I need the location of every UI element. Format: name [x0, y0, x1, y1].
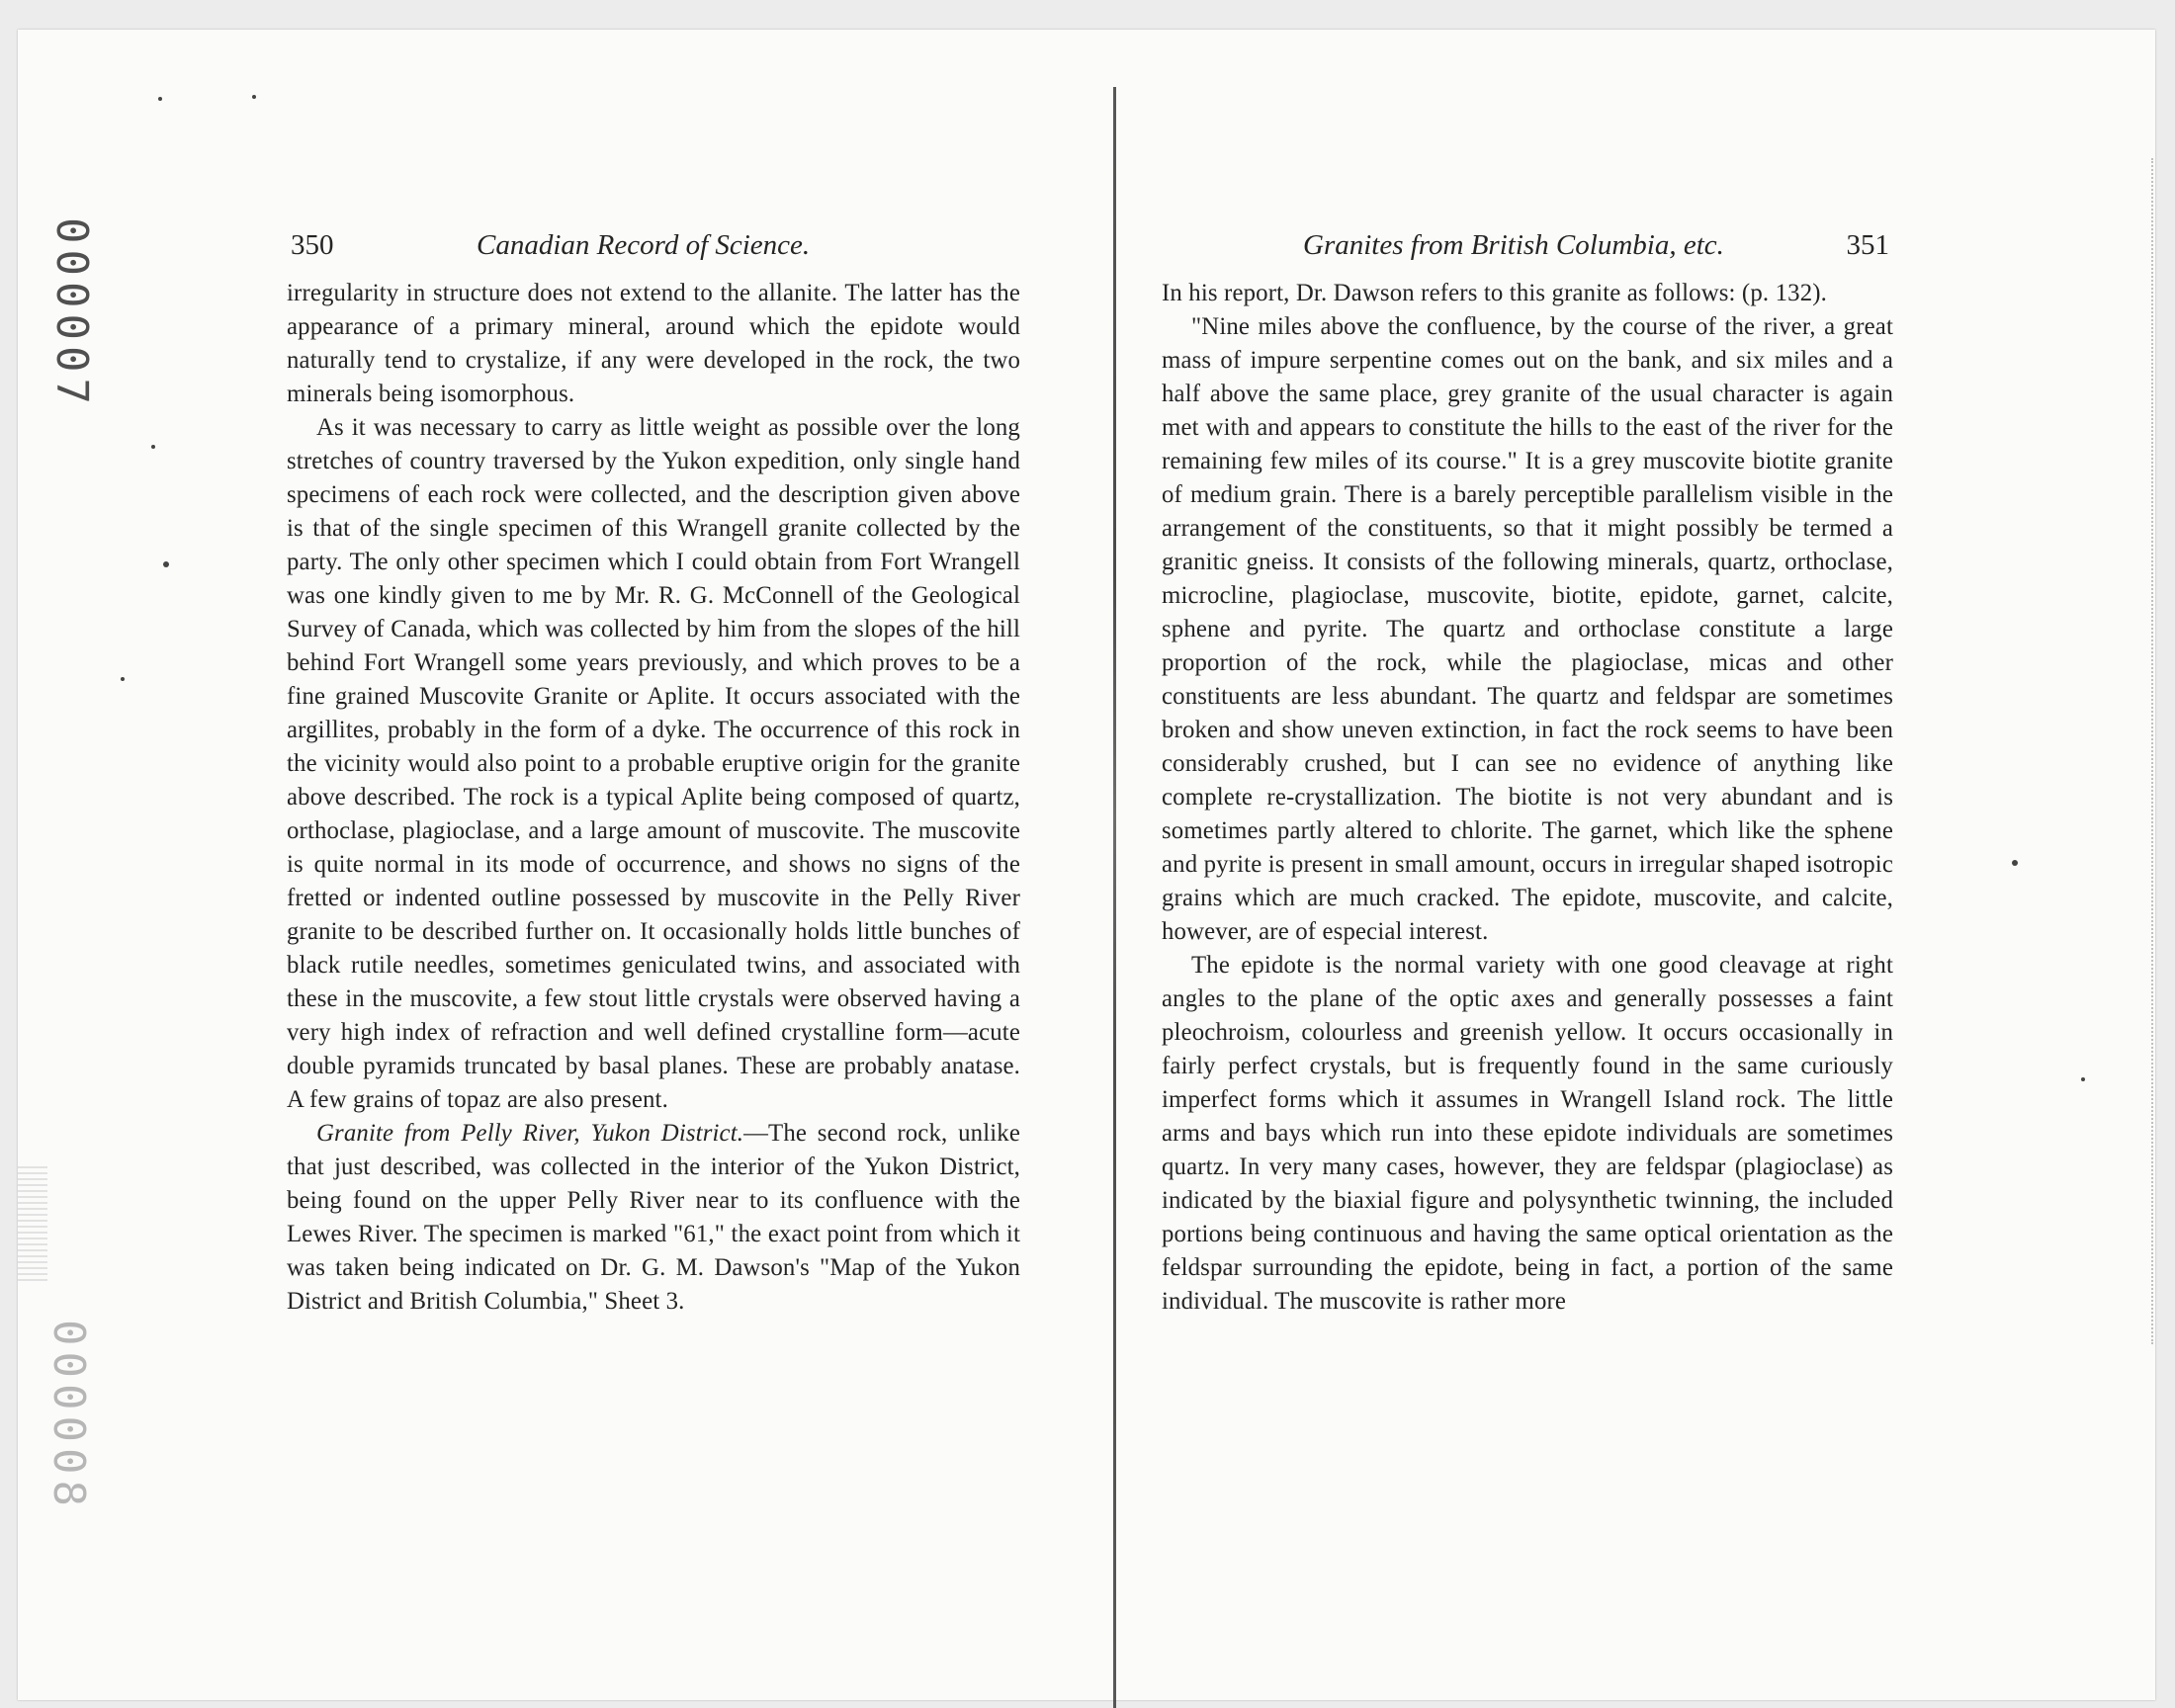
paragraph: In his report, Dr. Dawson refers to this granite as follows: (p. 132). [1162, 280, 1827, 306]
left-page [287, 229, 1020, 1319]
right-page-body [1162, 277, 1893, 1319]
paragraph-text: —The second rock, unlike that just described, was collected in the interior of the Yukon District, being found on the upper Pelly River near to its confluence with the Lewes River. The specimen is marked "61," the exact point from which it was taken being indicated on Dr. G. M. Dawson's "Map of the Yukon District and British Columbia," Sheet 3. [287, 1120, 1020, 1315]
left-page-body [287, 277, 1020, 1319]
paragraph: irregularity in structure does not extend to the allanite. The latter has the appearance of a primary mineral, around which the epidote would naturally tend to crystalize, if any were developed in the rock, the two minerals being isomorphous. [287, 280, 1020, 407]
scan-artifact-right-edge [2112, 158, 2153, 1344]
section-heading-italic: Granite from Pelly River, Yukon District. [316, 1120, 744, 1147]
scan-speck [163, 561, 169, 567]
left-running-head [287, 229, 1020, 273]
paragraph: "Nine miles above the confluence, by the course of the river, a great mass of impure serpentine comes out on the bank, and six miles and a half above the same place, grey granite of the usual character is again met with and appears to constitute the hills to the east of the river for the remaining few miles of its course." It is a grey muscovite biotite granite of medium grain. There is a barely perceptible parallelism visible in the arrangement of the constituents, so that it might possibly be termed a granitic gneiss. It consists of the following minerals, quartz, orthoclase, microcline, plagioclase, muscovite, biotite, epidote, garnet, calcite, sphene and pyrite. The quartz and orthoclase constitute a large proportion of the rock, while the plagioclase, micas and other constituents are less abundant. The quartz and feldspar are sometimes broken and show uneven extinction, in fact the rock seems to have been considerably crushed, but I can see no evidence of anything like complete re-crystallization. The biotite is not very abundant and is sometimes partly altered to chlorite. The garnet, which like the sphene and pyrite is present in small amount, occurs in irregular shaped isotropic grains which are much cracked. The epidote, muscovite, and calcite, however, are of especial interest. [1162, 313, 1893, 945]
running-title: Granites from British Columbia, etc. [1303, 229, 1724, 261]
page-number: 351 [1846, 229, 1889, 261]
scan-speck [158, 97, 162, 101]
running-title: Canadian Record of Science. [477, 229, 811, 261]
scan-speck [151, 445, 155, 449]
paragraph: As it was necessary to carry as little weight as possible over the long stretches of country traversed by the Yukon expedition, only single hand specimens of each rock were collected, and the description given above is that of the single specimen of this Wrangell granite collected by the party. The only other specimen which I could obtain from Fort Wrangell was one kindly given to me by Mr. R. G. McConnell of the Geological Survey of Canada, which was collected by him from the slopes of the hill behind Fort Wrangell some years previously, and which proves to be a fine grained Muscovite Granite or Aplite. It occurs associated with the argillites, probably in the form of a dyke. The occurrence of this rock in the vicinity would also point to a probable eruptive origin for the granite above described. The rock is a typical Aplite being composed of quartz, orthoclase, plagioclase, and a large amount of muscovite. The muscovite is quite normal in its mode of occurrence, and shows no signs of the fretted or indented outline possessed by muscovite in the Pelly River granite to be described further on. It occasionally holds little bunches of black rutile needles, sometimes geniculated twins, and associated with these in the muscovite, a few stout little crystals were observed having a very high index of refraction and well defined crystalline form—acute double pyramids truncated by basal planes. These are probably anatase. A few grains of topaz are also present. [287, 414, 1020, 1113]
scan-speck [2081, 1077, 2085, 1081]
paragraph: The epidote is the normal variety with one good cleavage at right angles to the plane of the optic axes and generally possesses a faint pleochroism, colourless and greenish yellow. It occurs occasionally in fairly perfect crystals, but is frequently found in the same curiously imperfect forms which it assumes in Wrangell Island rock. The little arms and bays which run into these epidote individuals are sometimes quartz. In very many cases, however, they are feldspar (plagioclase) as indicated by the biaxial figure and polysynthetic twinning, the included portions being continuous and having the same optical orientation as the feldspar surrounding the epidote, being in fact, a portion of the same individual. The muscovite is rather more [1162, 952, 1893, 1315]
frame-number-stamp-bottom: 000008 [44, 1320, 94, 1512]
right-running-head [1162, 229, 1893, 273]
scan-speck [2012, 860, 2018, 866]
page-number: 350 [291, 229, 334, 261]
scan-speck [252, 95, 256, 99]
scan-artifact-left [18, 1166, 47, 1285]
right-page [1162, 229, 1893, 1319]
scan-speck [121, 677, 125, 681]
frame-number-stamp-top: 000007 [46, 217, 97, 410]
book-gutter [1113, 87, 1116, 1708]
paragraph-with-italic-heading [287, 1117, 1020, 1319]
